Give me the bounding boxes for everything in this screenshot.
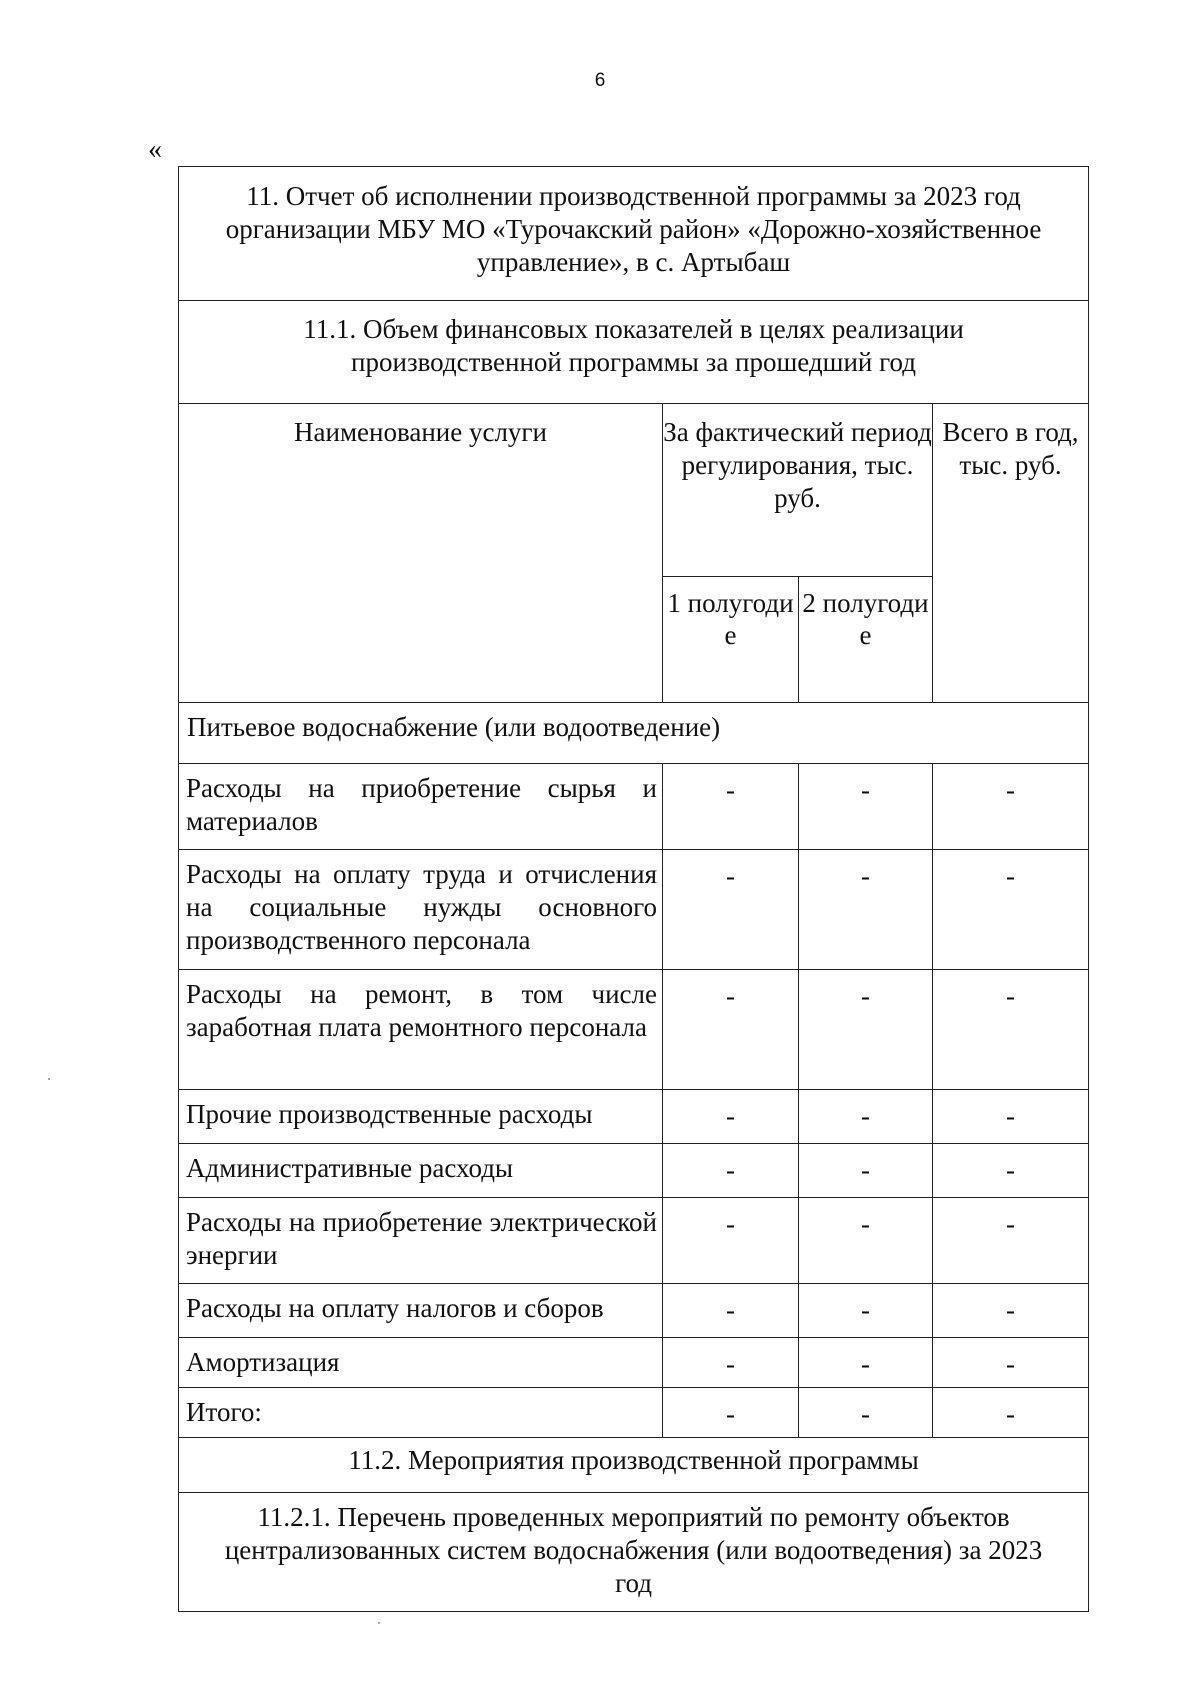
table-row-total	[179, 1388, 1089, 1438]
value-half-year-1: -	[663, 764, 799, 850]
header-total: Всего в год, тыс. руб.	[933, 404, 1089, 703]
section-title	[179, 301, 1089, 404]
value-total: -	[933, 1144, 1089, 1198]
report-title	[179, 167, 1089, 301]
value-total: -	[933, 850, 1089, 970]
scan-speck	[378, 1622, 380, 1624]
section-title-row	[179, 301, 1089, 404]
table-row	[179, 850, 1089, 970]
expense-name: Итого:	[179, 1388, 663, 1438]
section-title-line: 11.1. Объем финансовых показателей в целях реализации	[303, 314, 964, 344]
table-row	[179, 1198, 1089, 1284]
page-number: 6	[594, 70, 606, 91]
expense-name: Расходы на приобретение электрической энергии	[179, 1198, 663, 1284]
expense-name: Прочие производственные расходы	[179, 1090, 663, 1144]
value-half-year-1: -	[663, 1144, 799, 1198]
section2-subtitle-line: централизованных систем водоснабжения (или водоотведения) за 2023	[224, 1535, 1043, 1565]
header-half-year-2: 2 полугоди е	[799, 577, 933, 703]
table-row	[179, 970, 1089, 1090]
scan-speck	[48, 1078, 50, 1080]
value-half-year-2: -	[799, 1144, 933, 1198]
value-total: -	[933, 1338, 1089, 1388]
report-title-line: управление», в с. Артыбаш	[476, 247, 791, 277]
value-half-year-2: -	[799, 1388, 933, 1438]
table-row	[179, 1090, 1089, 1144]
section-title-line: производственной программы за прошедший год	[351, 347, 916, 377]
value-half-year-2: -	[799, 1284, 933, 1338]
value-half-year-2: -	[799, 850, 933, 970]
report-title-row	[179, 167, 1089, 301]
expense-name: Амортизация	[179, 1338, 663, 1388]
value-total: -	[933, 1284, 1089, 1338]
value-half-year-2: -	[799, 1338, 933, 1388]
report-table	[178, 166, 1089, 1612]
value-half-year-2: -	[799, 1090, 933, 1144]
opening-quote-mark: «	[148, 134, 162, 165]
expense-name: Административные расходы	[179, 1144, 663, 1198]
header-half-year-1: 1 полугоди е	[663, 577, 799, 703]
value-half-year-1: -	[663, 850, 799, 970]
table-row	[179, 1338, 1089, 1388]
expense-name: Расходы на приобретение сырья и материалов	[179, 764, 663, 850]
table-row	[179, 1284, 1089, 1338]
value-half-year-2: -	[799, 1198, 933, 1284]
value-total: -	[933, 1198, 1089, 1284]
section2-subtitle	[179, 1493, 1089, 1612]
expense-name: Расходы на оплату налогов и сборов	[179, 1284, 663, 1338]
section2-subtitle-line: 11.2.1. Перечень проведенных мероприятий по ремонту объектов	[257, 1502, 1010, 1532]
section2-title: 11.2. Мероприятия производственной программы	[179, 1438, 1089, 1493]
value-total: -	[933, 1090, 1089, 1144]
expense-name: Расходы на ремонт, в том числе заработная плата ремонтного персонала	[179, 970, 663, 1090]
value-half-year-1: -	[663, 1338, 799, 1388]
table-header-row	[179, 404, 1089, 577]
section2-subtitle-row	[179, 1493, 1089, 1612]
value-half-year-2: -	[799, 970, 933, 1090]
report-title-line: 11. Отчет об исполнении производственной программы за 2023 год	[246, 181, 1021, 211]
section2-title-row	[179, 1438, 1089, 1493]
value-half-year-1: -	[663, 1198, 799, 1284]
value-half-year-1: -	[663, 1284, 799, 1338]
value-total: -	[933, 970, 1089, 1090]
value-total: -	[933, 764, 1089, 850]
group-row	[179, 703, 1089, 764]
table-row	[179, 1144, 1089, 1198]
value-half-year-1: -	[663, 970, 799, 1090]
expense-name: Расходы на оплату труда и отчисления на социальные нужды основного производственного персонала	[179, 850, 663, 970]
report-title-line: организации МБУ МО «Турочакский район» «Дорожно-хозяйственное	[225, 214, 1042, 244]
group-title: Питьевое водоснабжение (или водоотведение)	[179, 703, 1089, 764]
value-total: -	[933, 1388, 1089, 1438]
value-half-year-1: -	[663, 1090, 799, 1144]
value-half-year-2: -	[799, 764, 933, 850]
table-row	[179, 764, 1089, 850]
value-half-year-1: -	[663, 1388, 799, 1438]
header-service-name: Наименование услуги	[179, 404, 663, 703]
section2-subtitle-line: год	[615, 1568, 652, 1598]
header-period: За фактический период регулирования, тыс. руб.	[663, 404, 933, 577]
